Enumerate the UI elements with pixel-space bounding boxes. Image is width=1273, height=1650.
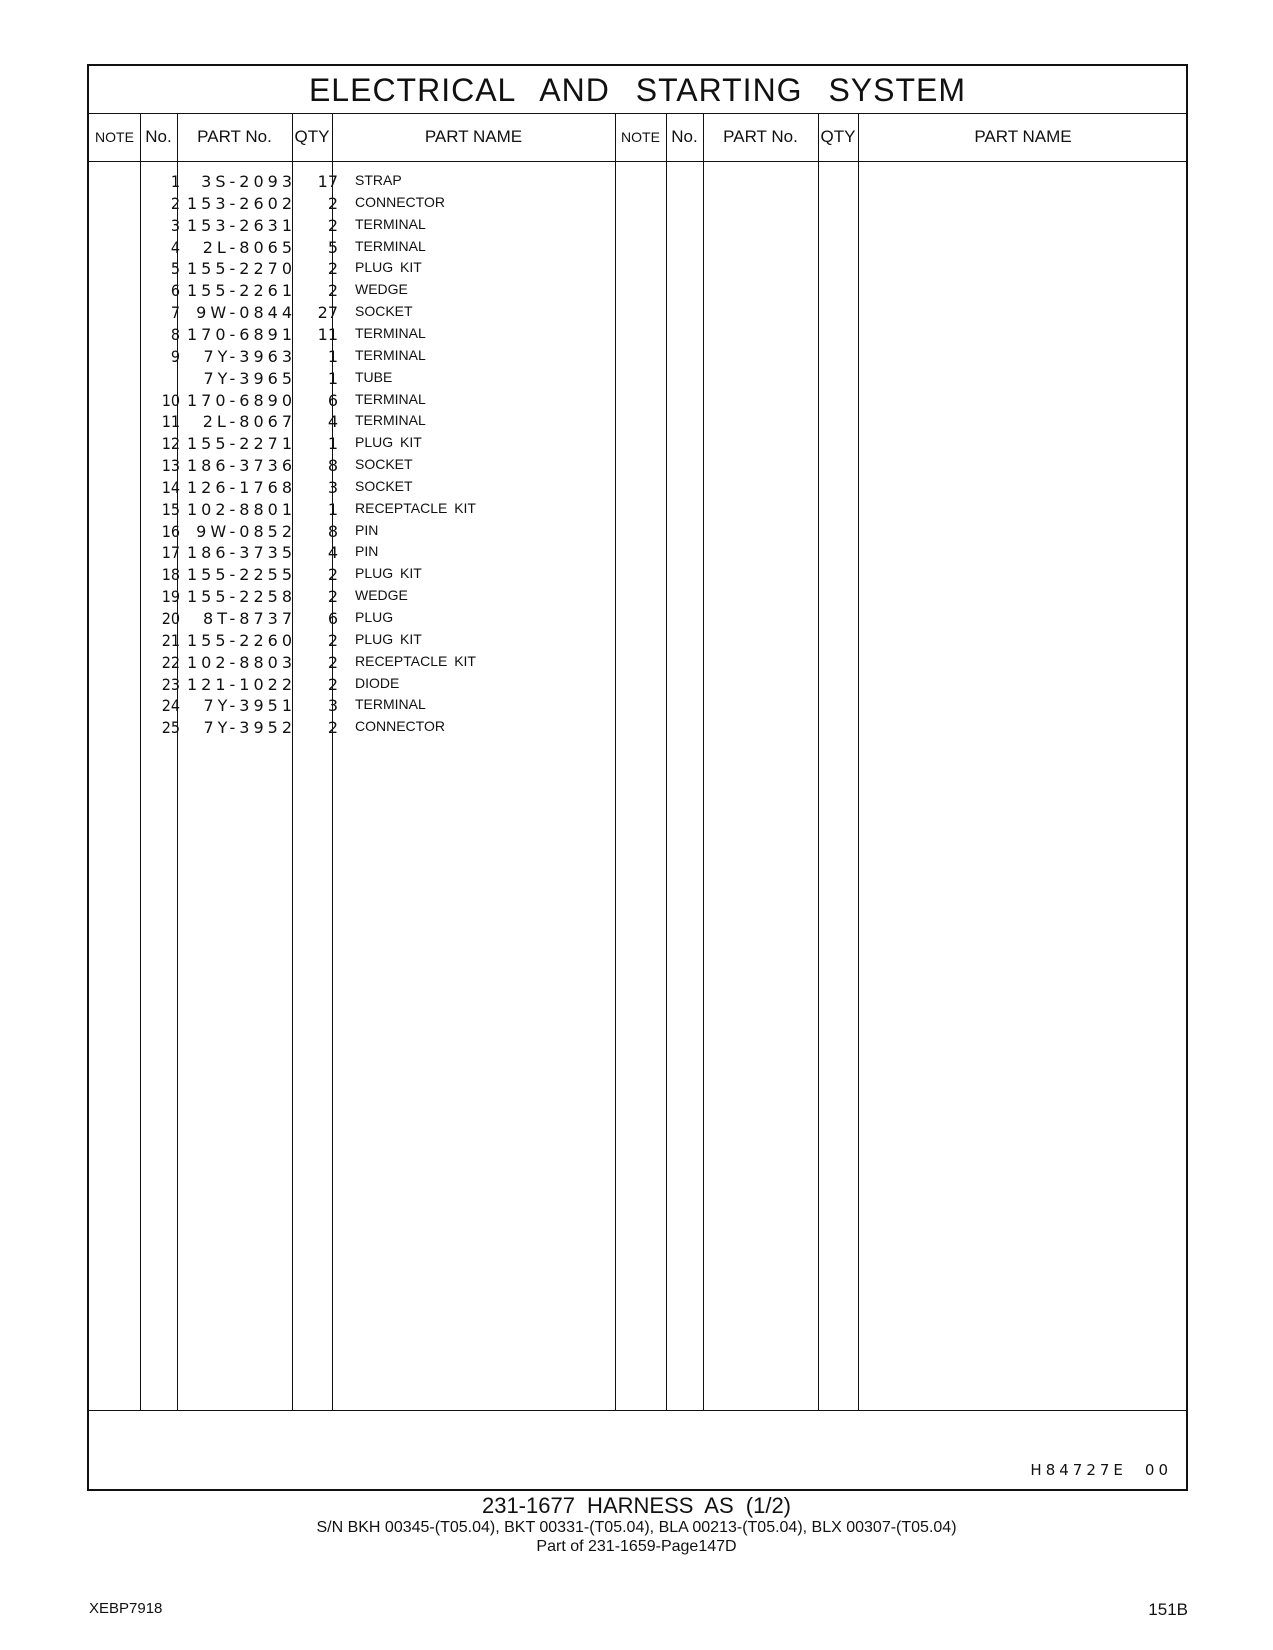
part-qty: 3	[327, 477, 338, 497]
part-name: TERMINAL	[355, 390, 426, 407]
table-row	[89, 476, 1186, 499]
part-number: 8T-8737	[203, 609, 296, 628]
header-note-left: NOTE	[95, 129, 134, 145]
header-part-no-right: PART No.	[723, 127, 798, 146]
part-qty: 2	[327, 587, 338, 607]
part-index: 15	[161, 499, 180, 519]
caption-part-of: Part of 231-1659-Page147D	[536, 1538, 737, 1555]
part-index: 2	[170, 193, 180, 213]
part-name: TERMINAL	[355, 324, 426, 341]
table-row	[89, 585, 1186, 608]
part-name: TERMINAL	[355, 215, 426, 232]
part-index: 25	[161, 718, 180, 738]
part-index: 23	[161, 674, 180, 694]
part-qty: 8	[327, 521, 338, 541]
part-qty: 2	[327, 565, 338, 585]
table-header	[89, 114, 1186, 162]
part-name: RECEPTACLE KIT	[355, 499, 476, 516]
part-qty: 11	[317, 324, 338, 344]
part-name: SOCKET	[355, 456, 413, 473]
part-number: 7Y-3963	[203, 346, 296, 366]
part-qty: 27	[317, 303, 338, 323]
part-index: 17	[161, 543, 180, 563]
part-number: 155-2260	[186, 630, 296, 650]
table-row	[89, 192, 1186, 215]
header-part-no-left: PART No.	[197, 127, 272, 146]
table-row	[89, 673, 1186, 696]
part-index: 21	[161, 630, 180, 650]
part-name: WEDGE	[355, 587, 408, 604]
part-name: CONNECTOR	[355, 193, 445, 210]
table-row	[89, 629, 1186, 652]
part-index: 4	[170, 237, 180, 257]
part-number: 102-8803	[186, 652, 296, 672]
header-qty-left: QTY	[294, 127, 330, 146]
part-number: 126-1768	[186, 477, 296, 497]
part-number: 121-1022	[186, 674, 296, 694]
part-name: PLUG	[355, 609, 394, 625]
table-row	[89, 257, 1186, 280]
table-row	[89, 389, 1186, 412]
table-row	[89, 520, 1186, 543]
table-row	[89, 716, 1186, 739]
part-number: 7Y-3965	[203, 368, 296, 388]
part-name: STRAP	[355, 172, 402, 188]
part-index: 9	[170, 346, 180, 366]
part-name: PLUG KIT	[355, 630, 422, 647]
part-name: PIN	[355, 543, 379, 560]
part-name: CONNECTOR	[355, 718, 445, 735]
header-qty-right: QTY	[820, 127, 856, 146]
table-row	[89, 651, 1186, 674]
drawing-code-rev: 00	[1144, 1461, 1172, 1479]
part-number: 170-6890	[186, 390, 296, 410]
part-name: PLUG KIT	[355, 565, 422, 582]
part-qty: 2	[327, 259, 338, 279]
part-qty: 6	[327, 390, 338, 410]
header-no-right: No.	[671, 127, 698, 146]
part-number: 170-6891	[186, 324, 296, 344]
caption	[0, 1494, 1273, 1556]
part-qty: 2	[327, 652, 338, 672]
header-note-right: NOTE	[621, 129, 660, 145]
part-index: 18	[161, 565, 180, 585]
part-name: DIODE	[355, 674, 400, 691]
table-row	[89, 454, 1186, 477]
part-index: 14	[161, 477, 180, 497]
part-qty: 6	[327, 609, 338, 628]
part-number: 9W-0852	[196, 521, 296, 541]
part-index: 11	[161, 412, 180, 432]
part-number: 9W-0844	[196, 303, 296, 323]
part-name: TUBE	[355, 368, 393, 385]
part-name: TERMINAL	[355, 346, 426, 363]
part-number: 102-8801	[186, 499, 296, 519]
part-index: 3	[170, 215, 180, 235]
part-index: 19	[161, 587, 180, 607]
drawing-code-id: H84727E	[1030, 1461, 1127, 1479]
parts-list-frame	[87, 64, 1188, 1491]
table-row	[89, 607, 1186, 630]
part-index: 13	[161, 456, 180, 476]
part-number: 186-3736	[186, 456, 296, 476]
part-index: 8	[170, 324, 180, 344]
part-index: 16	[161, 521, 180, 541]
part-number: 153-2602	[186, 193, 296, 213]
part-name: TERMINAL	[355, 412, 426, 429]
part-number: 155-2255	[186, 565, 296, 585]
part-number: 155-2271	[186, 434, 296, 454]
part-qty: 2	[327, 193, 338, 213]
part-qty: 3	[327, 696, 338, 716]
part-number: 155-2261	[186, 281, 296, 301]
header-no-left: No.	[145, 127, 172, 146]
part-name: WEDGE	[355, 281, 408, 298]
part-name: RECEPTACLE KIT	[355, 652, 476, 669]
table-row	[89, 236, 1186, 259]
part-index: 6	[170, 281, 180, 301]
table-row	[89, 170, 1186, 193]
part-qty: 1	[327, 499, 338, 519]
part-number: 7Y-3952	[203, 718, 296, 738]
table-row	[89, 410, 1186, 433]
part-index: 1	[170, 172, 180, 191]
part-qty: 2	[327, 674, 338, 694]
part-number: 186-3735	[186, 543, 296, 563]
part-index: 5	[170, 259, 180, 279]
header-part-name-left: PART NAME	[424, 127, 523, 146]
page-title: ELECTRICAL AND STARTING SYSTEM	[89, 66, 1186, 114]
part-number: 3S-2093	[201, 172, 296, 191]
part-index: 20	[161, 609, 180, 628]
table-row	[89, 367, 1186, 390]
part-qty: 8	[327, 456, 338, 476]
table-row	[89, 214, 1186, 237]
table-row	[89, 498, 1186, 521]
part-index: 7	[170, 303, 180, 323]
part-name: PIN	[355, 521, 379, 538]
table-row	[89, 345, 1186, 368]
part-name: PLUG KIT	[355, 434, 422, 451]
part-qty: 4	[327, 412, 338, 432]
part-number: 2L-8065	[202, 237, 296, 257]
part-qty: 1	[327, 368, 338, 388]
table-row	[89, 694, 1186, 717]
table-row	[89, 563, 1186, 586]
part-number: 7Y-3951	[203, 696, 296, 716]
part-index: 12	[161, 434, 180, 454]
part-qty: 17	[317, 172, 338, 191]
part-number: 155-2270	[186, 259, 296, 279]
table-row	[89, 432, 1186, 455]
part-qty: 2	[327, 630, 338, 650]
table-row	[89, 301, 1186, 324]
part-name: PLUG KIT	[355, 259, 422, 276]
part-name: SOCKET	[355, 477, 413, 494]
table-row	[89, 541, 1186, 564]
part-name: SOCKET	[355, 303, 413, 320]
part-name: TERMINAL	[355, 696, 426, 713]
part-qty: 1	[327, 434, 338, 454]
part-index: 10	[161, 390, 180, 410]
part-index: 24	[161, 696, 180, 716]
part-qty: 5	[327, 237, 338, 257]
drawing-code	[1030, 1461, 1172, 1479]
table-row	[89, 279, 1186, 302]
part-number: 153-2631	[186, 215, 296, 235]
table-row	[89, 323, 1186, 346]
part-qty: 4	[327, 543, 338, 563]
doc-id: XEBP7918	[89, 1600, 163, 1617]
part-qty: 2	[327, 281, 338, 301]
part-number: 155-2258	[186, 587, 296, 607]
part-qty: 2	[327, 718, 338, 738]
part-qty: 1	[327, 346, 338, 366]
caption-title: 231-1677 HARNESS AS (1/2)	[481, 1493, 792, 1518]
page-number: 151B	[1148, 1600, 1188, 1619]
table-bottom-rule	[89, 1410, 1186, 1411]
part-number: 2L-8067	[202, 412, 296, 432]
part-qty: 2	[327, 215, 338, 235]
caption-serial-numbers: S/N BKH 00345-(T05.04), BKT 00331-(T05.04), BLA 00213-(T05.04), BLX 00307-(T05.04)	[316, 1519, 957, 1536]
header-part-name-right: PART NAME	[974, 127, 1072, 146]
part-index: 22	[161, 652, 180, 672]
part-name: TERMINAL	[355, 237, 426, 254]
